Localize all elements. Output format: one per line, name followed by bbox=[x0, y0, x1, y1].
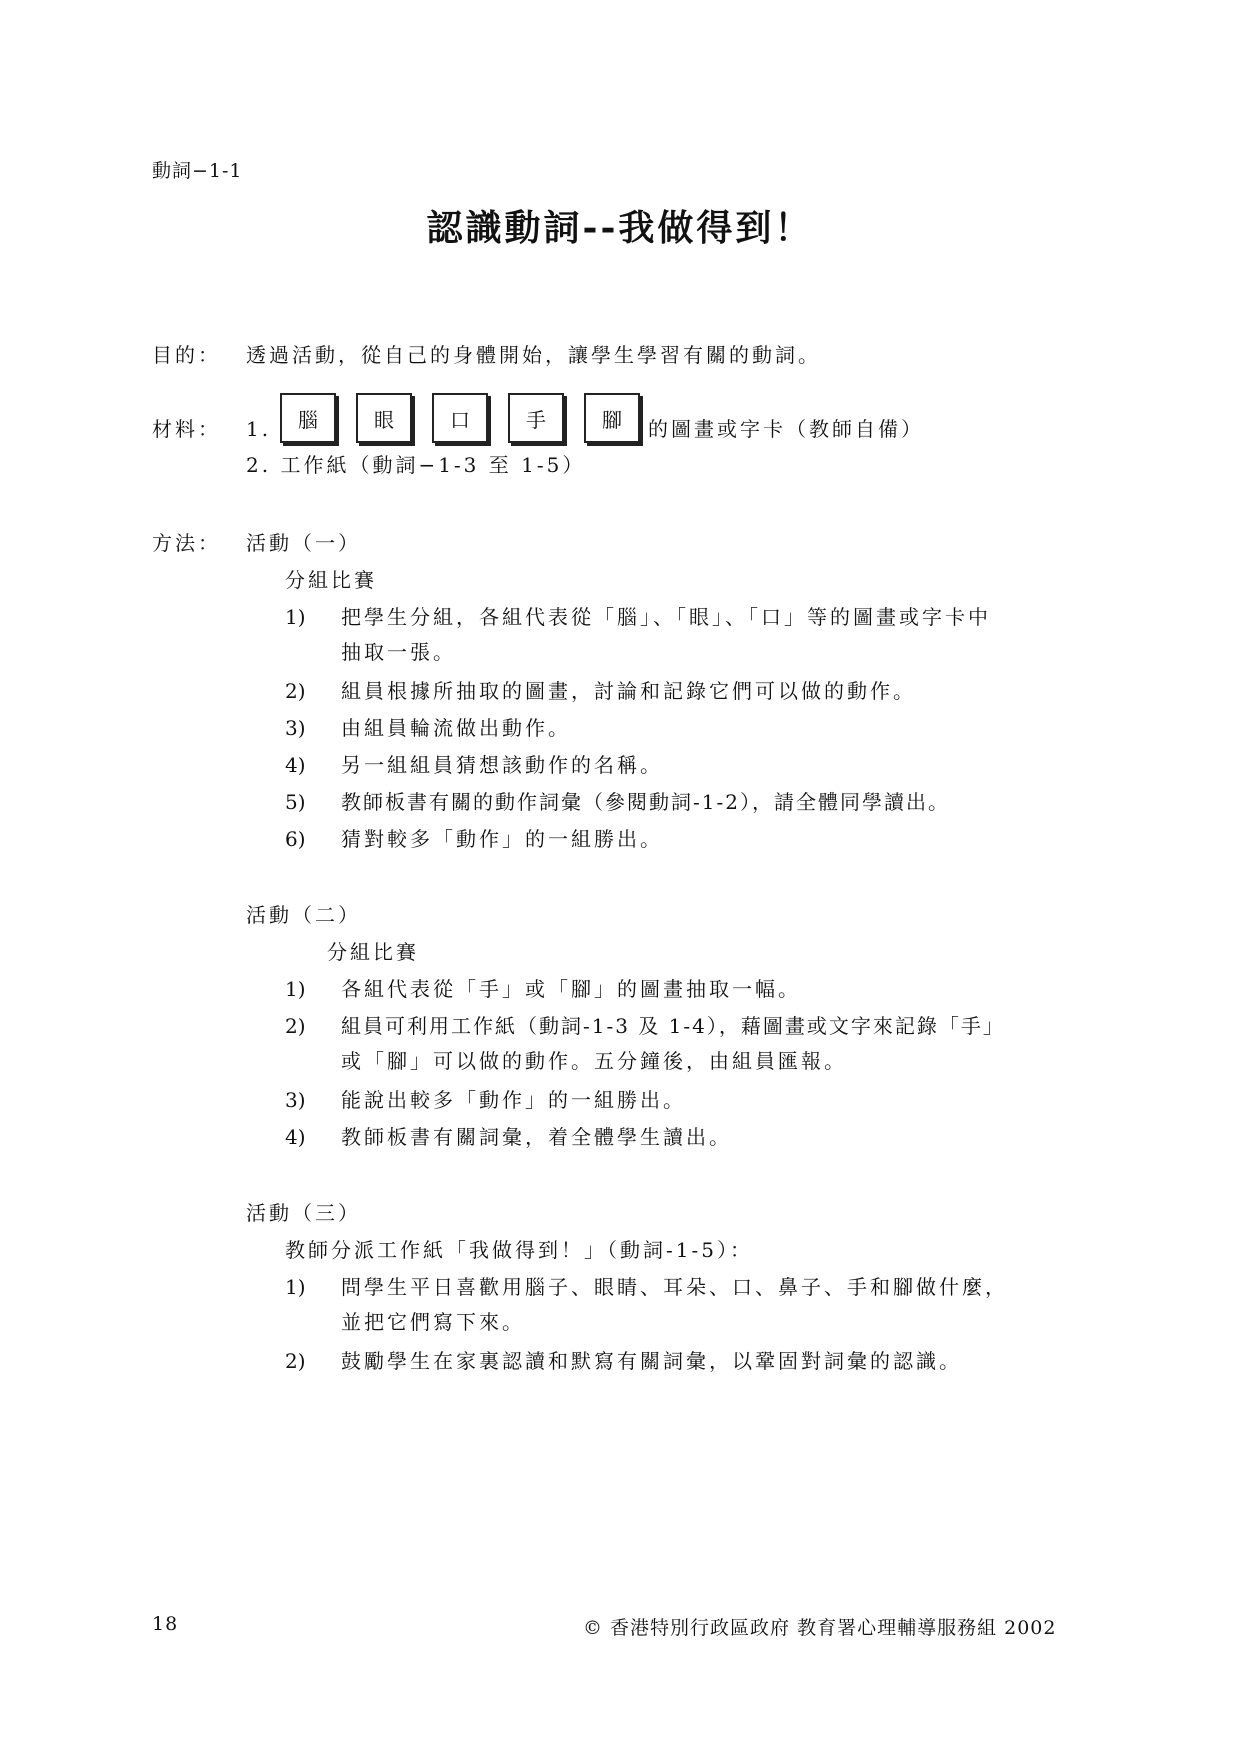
activity2-step2-line1: 組員可利用工作紙（動詞-1-3 及 1-4），藉圖畫或文字來記錄「手」 bbox=[341, 1014, 1005, 1038]
word-card-foot: 腳 bbox=[584, 393, 640, 443]
activity3-step2-line1: 鼓勵學生在家裏認讀和默寫有關詞彙，以鞏固對詞彙的認識。 bbox=[341, 1349, 962, 1373]
copyright-notice: © 香港特別行政區政府 教育署心理輔導服務組 2002 bbox=[583, 1617, 1057, 1639]
word-card-hand: 手 bbox=[508, 393, 564, 443]
activity1-step1-line2: 抽取一張。 bbox=[341, 640, 456, 664]
purpose-text: 透過活動，從自己的身體開始，讓學生學習有關的動詞。 bbox=[246, 343, 821, 367]
activity3-step1-number: 1) bbox=[285, 1275, 306, 1299]
materials-item2: 2. 工作紙（動詞−1-3 至 1-5） bbox=[246, 453, 586, 477]
activity1-step6-line1: 猜對較多「動作」的一組勝出。 bbox=[341, 827, 663, 851]
activity2-step1-number: 1) bbox=[285, 977, 306, 1001]
activity2-step2-number: 2) bbox=[285, 1014, 306, 1038]
activity1-step1-line1: 把學生分組，各組代表從「腦」、「眼」、「口」等的圖畫或字卡中 bbox=[341, 605, 991, 629]
activity3-step1-line1: 問學生平日喜歡用腦子、眼睛、耳朵、口、鼻子、手和腳做什麼， bbox=[341, 1275, 1008, 1299]
method-label: 方法： bbox=[152, 531, 221, 555]
activity1-step5-number: 5) bbox=[285, 790, 306, 814]
page-number: 18 bbox=[152, 1613, 179, 1635]
activity2-step1-line1: 各組代表從「手」或「腳」的圖畫抽取一幅。 bbox=[341, 977, 801, 1001]
word-card-brain: 腦 bbox=[280, 393, 336, 443]
document-code: 動詞−1-1 bbox=[152, 160, 243, 182]
activity1-step2-number: 2) bbox=[285, 679, 306, 703]
activity3-title: 活動（三） bbox=[246, 1201, 361, 1225]
activity1-title: 活動（一） bbox=[246, 531, 361, 555]
activity2-subtitle: 分組比賽 bbox=[327, 940, 419, 964]
activity1-step3-line1: 由組員輪流做出動作。 bbox=[341, 716, 571, 740]
activity1-step6-number: 6) bbox=[285, 827, 306, 851]
purpose-label: 目的： bbox=[152, 343, 221, 367]
word-card-mouth: 口 bbox=[432, 393, 488, 443]
materials-label: 材料： bbox=[152, 417, 221, 441]
materials-item1-number: 1. bbox=[246, 417, 272, 441]
activity1-step3-number: 3) bbox=[285, 716, 306, 740]
materials-item1-suffix: 的圖畫或字卡（教師自備） bbox=[648, 417, 924, 441]
activity2-title: 活動（二） bbox=[246, 903, 361, 927]
activity2-step2-line2: 或「腳」可以做的動作。五分鐘後，由組員匯報。 bbox=[341, 1049, 847, 1073]
activity3-step1-line2: 並把它們寫下來。 bbox=[341, 1310, 525, 1334]
activity2-step4-line1: 教師板書有關詞彙，着全體學生讀出。 bbox=[341, 1125, 732, 1149]
activity1-step4-number: 4) bbox=[285, 753, 306, 777]
activity1-step5-line1: 教師板書有關的動作詞彙（參閱動詞-1-2），請全體同學讀出。 bbox=[341, 790, 950, 814]
word-card-eye: 眼 bbox=[356, 393, 412, 443]
activity2-step4-number: 4) bbox=[285, 1125, 306, 1149]
activity3-intro: 教師分派工作紙「我做得到！」（動詞-1-5）： bbox=[285, 1238, 753, 1262]
activity1-step2-line1: 組員根據所抽取的圖畫，討論和記錄它們可以做的動作。 bbox=[341, 679, 916, 703]
activity2-step3-line1: 能說出較多「動作」的一組勝出。 bbox=[341, 1088, 686, 1112]
activity1-step1-number: 1) bbox=[285, 605, 306, 629]
activity1-step4-line1: 另一組組員猜想該動作的名稱。 bbox=[341, 753, 663, 777]
activity1-subtitle: 分組比賽 bbox=[285, 568, 377, 592]
word-card-row bbox=[280, 393, 640, 443]
activity2-step3-number: 3) bbox=[285, 1088, 306, 1112]
activity3-step2-number: 2) bbox=[285, 1349, 306, 1373]
page-title: 認識動詞--我做得到！ bbox=[426, 207, 814, 249]
